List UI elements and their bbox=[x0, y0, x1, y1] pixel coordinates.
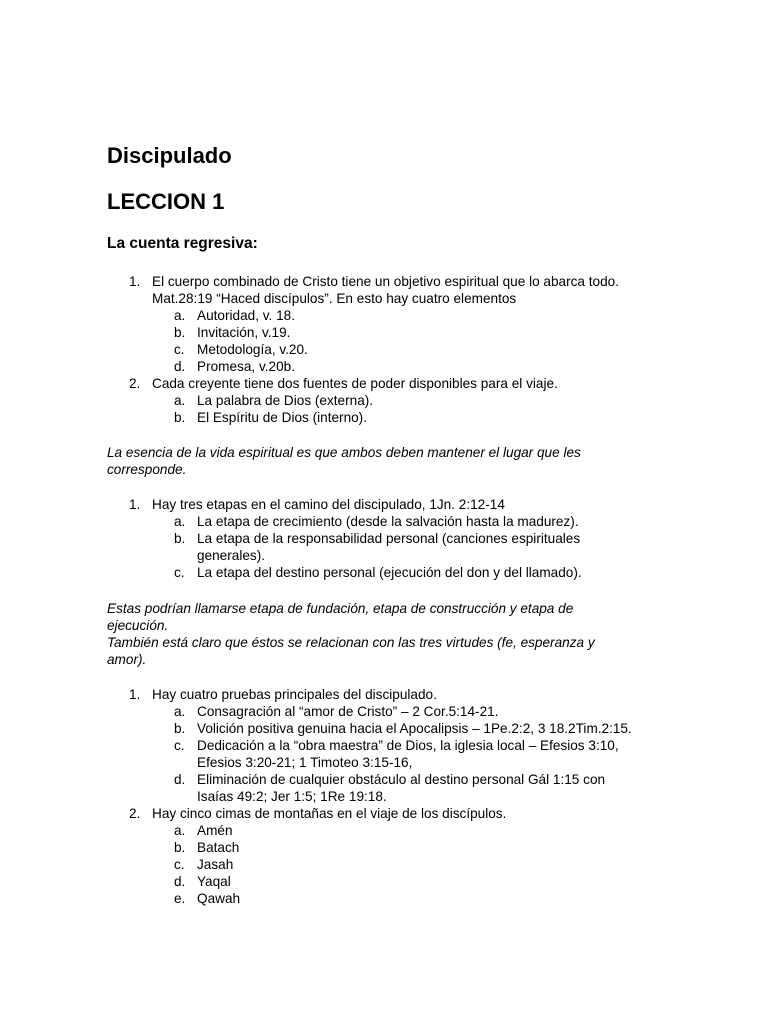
list-item bbox=[0, 754, 768, 771]
list-item bbox=[0, 805, 768, 822]
list-item bbox=[0, 890, 768, 907]
sub-list-item-text: Invitación, v.19. bbox=[197, 325, 291, 340]
list-item-text: Hay tres etapas en el camino del discipulado, 1Jn. 2:12-14 bbox=[152, 497, 505, 512]
list-item bbox=[0, 513, 768, 530]
sub-list-item-text: generales). bbox=[197, 548, 266, 563]
list-item bbox=[0, 392, 768, 409]
sub-list-letter: b. bbox=[174, 531, 186, 546]
list-number: 1. bbox=[129, 687, 141, 702]
sub-list-letter: c. bbox=[174, 342, 185, 357]
list-number: 1. bbox=[129, 497, 141, 512]
list-item bbox=[0, 839, 768, 856]
list-item bbox=[0, 547, 768, 564]
section-subtitle: La cuenta regresiva: bbox=[107, 235, 258, 252]
sub-list-letter: a. bbox=[174, 393, 186, 408]
sub-list-item-text: Eliminación de cualquier obstáculo al destino personal Gál 1:15 con bbox=[197, 772, 606, 787]
sub-list-letter: c. bbox=[174, 857, 185, 872]
list-item bbox=[0, 496, 768, 513]
sub-list-item-text: Dedicación a la “obra maestra” de Dios, la iglesia local – Efesios 3:10, bbox=[197, 738, 619, 753]
sub-list-letter: c. bbox=[174, 738, 185, 753]
sub-list-item-text: La etapa de crecimiento (desde la salvación hasta la madurez). bbox=[197, 514, 579, 529]
sub-list-letter: d. bbox=[174, 772, 186, 787]
sub-list-letter: a. bbox=[174, 704, 186, 719]
list-item-text: Cada creyente tiene dos fuentes de poder disponibles para el viaje. bbox=[152, 376, 558, 391]
sub-list-item-text: Efesios 3:20-21; 1 Timoteo 3:15-16, bbox=[197, 755, 413, 770]
list-item-text: Hay cuatro pruebas principales del discipulado. bbox=[152, 687, 437, 702]
list-item bbox=[0, 409, 768, 426]
numbered-list-2 bbox=[0, 496, 768, 581]
sub-list-letter: d. bbox=[174, 359, 186, 374]
numbered-list-1 bbox=[0, 273, 768, 426]
list-number: 2. bbox=[129, 806, 141, 821]
sub-list-item-text: Autoridad, v. 18. bbox=[197, 308, 295, 323]
list-item bbox=[0, 788, 768, 805]
list-item-text: El cuerpo combinado de Cristo tiene un objetivo espiritual que lo abarca todo. bbox=[152, 274, 620, 289]
sub-list-item-text: La palabra de Dios (externa). bbox=[197, 393, 374, 408]
sub-list-item-text: Volición positiva genuina hacia el Apocalipsis – 1Pe.2:2, 3 18.2Tim.2:15. bbox=[197, 721, 632, 736]
list-item-text: Mat.28:19 “Haced discípulos”. En esto hay cuatro elementos bbox=[152, 291, 517, 306]
sub-list-item-text: Metodología, v.20. bbox=[197, 342, 308, 357]
italic-note-2: Estas podrían llamarse etapa de fundación, etapa de construcción y etapa de ejecución. También está claro que éstos se relacionan con las tres virtudes (fe, esperanza y amor). bbox=[107, 601, 595, 667]
list-item bbox=[0, 771, 768, 788]
list-item bbox=[0, 324, 768, 341]
sub-list-item-text: Qawah bbox=[197, 891, 241, 906]
list-item-text: Hay cinco cimas de montañas en el viaje de los discípulos. bbox=[152, 806, 507, 821]
list-item bbox=[0, 358, 768, 375]
list-item bbox=[0, 686, 768, 703]
list-item bbox=[0, 873, 768, 890]
sub-list-item-text: Isaías 49:2; Jer 1:5; 1Re 19:18. bbox=[197, 789, 387, 804]
sub-list-item-text: El Espíritu de Dios (interno). bbox=[197, 410, 367, 425]
list-item bbox=[0, 375, 768, 392]
sub-list-letter: b. bbox=[174, 721, 186, 736]
sub-list-letter: b. bbox=[174, 840, 186, 855]
sub-list-item-text: Jasah bbox=[197, 857, 234, 872]
list-number: 2. bbox=[129, 376, 141, 391]
sub-list-letter: a. bbox=[174, 823, 186, 838]
list-item bbox=[0, 564, 768, 581]
sub-list-item-text: La etapa del destino personal (ejecución del don y del llamado). bbox=[197, 565, 582, 580]
lesson-heading: LECCION 1 bbox=[107, 189, 225, 214]
sub-list-letter: b. bbox=[174, 410, 186, 425]
sub-list-letter: c. bbox=[174, 565, 185, 580]
sub-list-item-text: La etapa de la responsabilidad personal (canciones espirituales bbox=[197, 531, 581, 546]
list-item bbox=[0, 530, 768, 547]
list-item bbox=[0, 822, 768, 839]
list-item bbox=[0, 307, 768, 324]
sub-list-letter: b. bbox=[174, 325, 186, 340]
italic-note-1: La esencia de la vida espiritual es que ambos deben mantener el lugar que les corresponde. bbox=[107, 445, 581, 477]
list-item bbox=[0, 341, 768, 358]
sub-list-item-text: Yaqal bbox=[197, 874, 231, 889]
numbered-list-3 bbox=[0, 686, 768, 907]
sub-list-item-text: Batach bbox=[197, 840, 240, 855]
sub-list-letter: a. bbox=[174, 308, 186, 323]
sub-list-letter: d. bbox=[174, 874, 186, 889]
list-item bbox=[0, 856, 768, 873]
document-title: Discipulado bbox=[107, 143, 232, 168]
list-item bbox=[0, 737, 768, 754]
sub-list-letter: a. bbox=[174, 514, 186, 529]
list-item bbox=[0, 703, 768, 720]
sub-list-item-text: Promesa, v.20b. bbox=[197, 359, 295, 374]
list-item bbox=[0, 290, 768, 307]
list-item bbox=[0, 273, 768, 290]
list-item bbox=[0, 720, 768, 737]
sub-list-item-text: Amén bbox=[197, 823, 233, 838]
list-number: 1. bbox=[129, 274, 141, 289]
sub-list-letter: e. bbox=[174, 891, 186, 906]
sub-list-item-text: Consagración al “amor de Cristo” – 2 Cor.5:14-21. bbox=[197, 704, 499, 719]
